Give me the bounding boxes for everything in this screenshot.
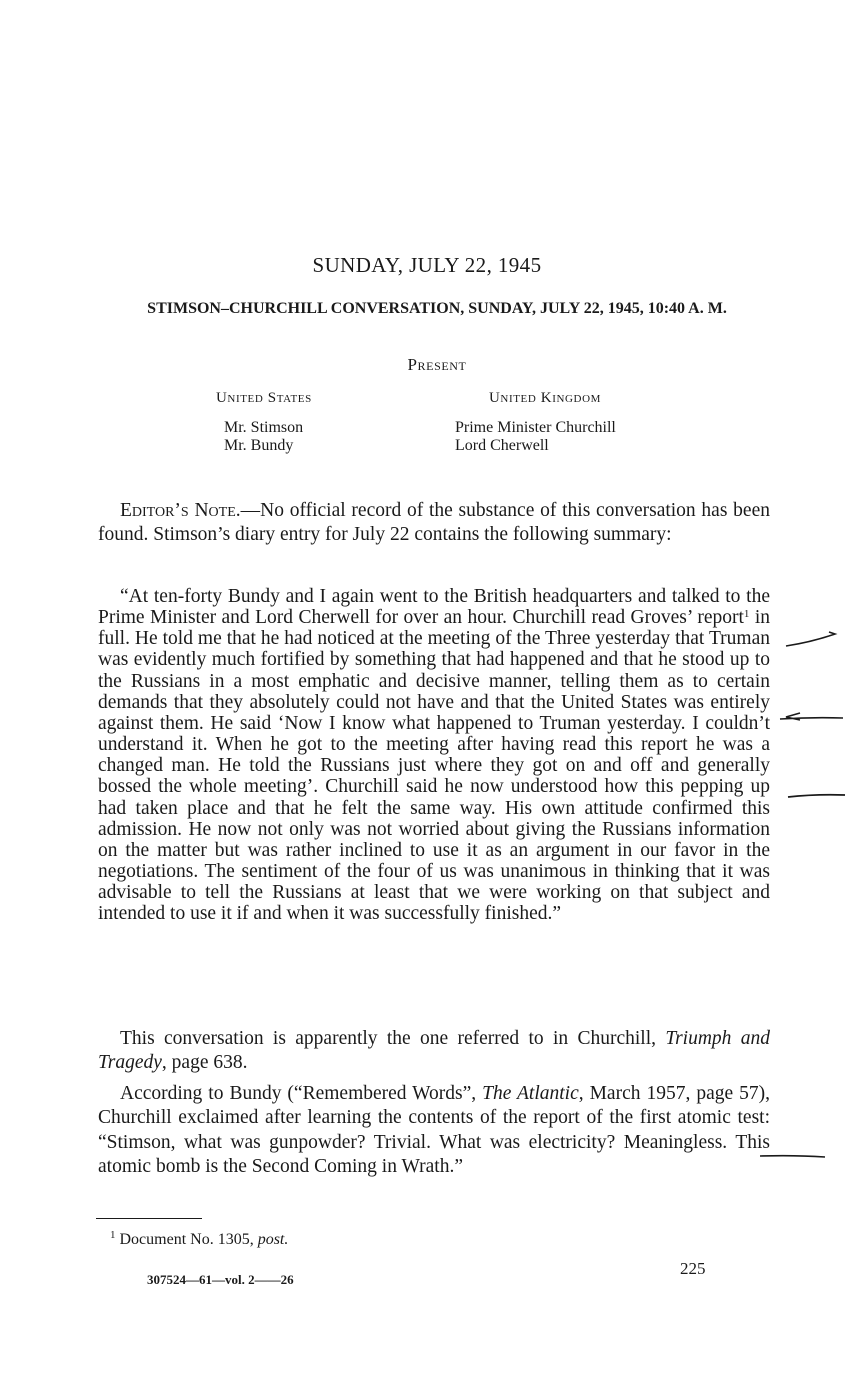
- footnote: [110, 1231, 288, 1249]
- present-heading: Present: [407, 355, 467, 374]
- quote-text-part2: in full. He told me that he had noticed at the meeting of the Three yesterday that Truman was evidently much fortified by something that had happened and that he stood up to the Russians in a most emphatic and decisive manner, telling them as to certain demands that they absolutely could not have and that the United States was entirely against them. He said ‘Now I know what happened to Truman yesterday. I couldn’t understand it. When he got to the meeting after having read this report he was a changed man. He told the Russians just where they got on and off and generally bossed the whole meeting’. Churchill said he now understood how this pepping up had taken place and that he felt the same way. His own attitude confirmed this admission. He now not only was not worried about giving the Russians information on the matter but was rather inclined to use it as an argument in our favor in the negotiations. The sentiment of the four of us was unanimous in thinking that it was advisable to tell the Russians at least that we were working on that subject and intended to use it if and when it was successfully finished.”: [98, 607, 770, 925]
- united-states-label: United States: [216, 390, 312, 406]
- bundy-account-paragraph: [98, 1082, 770, 1180]
- diary-quotation: [98, 586, 770, 925]
- editors-note-label: Editor’s Note.: [120, 500, 241, 521]
- margin-mark: [780, 713, 843, 720]
- uk-participants-list: [455, 419, 616, 455]
- paragraph-text: , page 638.: [161, 1052, 248, 1074]
- page-date-heading: SUNDAY, JULY 22, 1945: [312, 253, 542, 277]
- footnote-ref: post.: [257, 1231, 289, 1248]
- magazine-title: The Atlantic: [482, 1083, 579, 1104]
- participant-name: Prime Minister Churchill: [455, 419, 616, 436]
- us-participants-list: [224, 419, 303, 455]
- margin-mark: [786, 632, 835, 646]
- footnote-divider: [96, 1218, 202, 1219]
- participant-name: Mr. Stimson: [224, 419, 304, 436]
- paragraph-text: This conversation is apparently the one referred to in Churchill,: [120, 1028, 666, 1049]
- participant-name: Mr. Bundy: [224, 437, 294, 454]
- editors-note-paragraph: [98, 499, 770, 548]
- paragraph-text: , March 1957, page 57), Churchill exclaimed after learning the contents of the report of the first atomic test: “Stimson, what was gunpowder? Trivial. What was electricity? Meaningless. This atomic bomb is the Second Coming in Wrath.”: [98, 1083, 770, 1178]
- footnote-text: Document No. 1305,: [115, 1231, 258, 1248]
- footnote-marker: 1: [110, 1229, 116, 1241]
- print-code: 307524—61—vol. 2——26: [147, 1272, 294, 1287]
- margin-mark: [788, 795, 845, 797]
- book-title: Triumph and Tragedy: [98, 1028, 771, 1074]
- paragraph-text: According to Bundy (“Remembered Words”,: [120, 1083, 483, 1104]
- editors-note-text: —No official record of the substance of this conversation has been found. Stimson’s diary entry for July 22 contains the following summary:: [98, 500, 770, 546]
- united-kingdom-label: United Kingdom: [489, 390, 602, 406]
- quote-text-part1: “At ten-forty Bundy and I again went to the British headquarters and talked to the Prime Minister and Lord Cherwell for over an hour. Churchill read Groves’ report: [98, 586, 770, 629]
- conversation-title: STIMSON–CHURCHILL CONVERSATION, SUNDAY, JULY 22, 1945, 10:40 A. M.: [147, 300, 727, 317]
- churchill-reference-paragraph: [98, 1027, 770, 1076]
- page-number: 225: [680, 1259, 706, 1278]
- footnote-reference: 1: [743, 608, 750, 621]
- participant-name: Lord Cherwell: [455, 437, 549, 454]
